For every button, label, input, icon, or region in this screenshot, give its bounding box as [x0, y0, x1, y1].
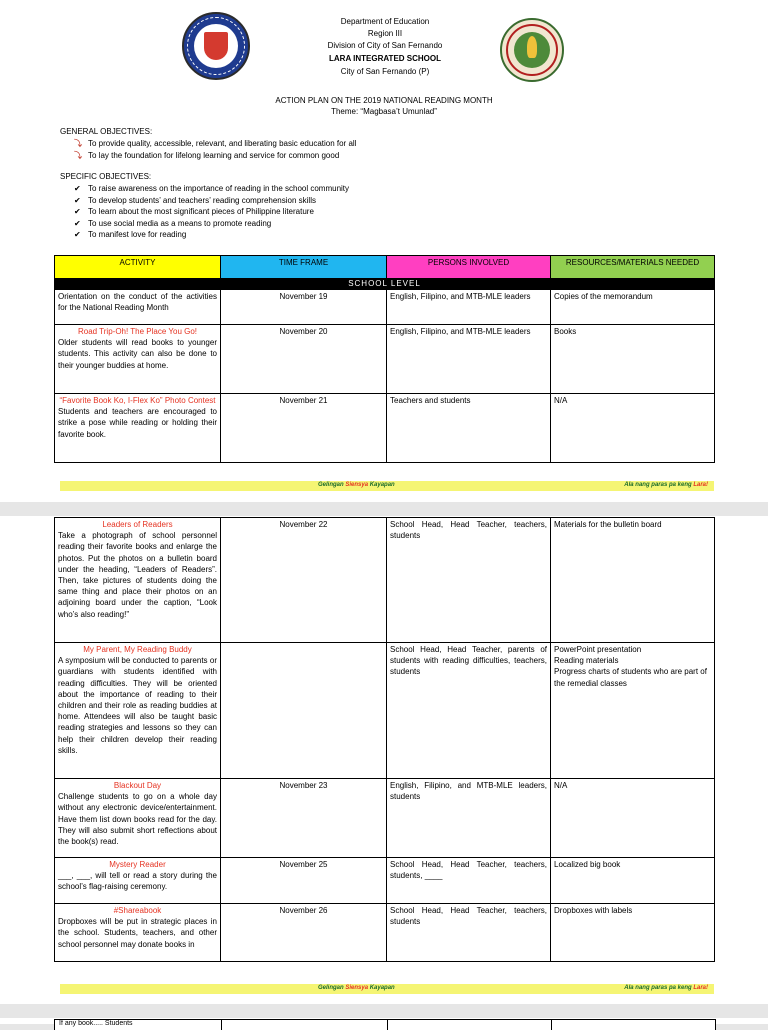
persons-cell: English, Filipino, and MTB-MLE leaders: [387, 325, 551, 394]
activity-cell: Blackout Day Challenge students to go on a whole day without any electronic device/entertainment. Have them list down books read for the day. They will also submit short reflections about the book(s) read.: [55, 779, 221, 858]
specific-objective-item: ✔ To manifest love for reading: [74, 230, 187, 239]
activity-title: Blackout Day: [113, 781, 162, 790]
time-frame-cell: [221, 643, 387, 779]
school-level-band: SCHOOL LEVEL: [55, 279, 715, 290]
partial-activity-text: If any book..... Students: [59, 1020, 133, 1027]
time-frame-cell: November 25: [221, 858, 387, 904]
persons-cell: School Head, Head Teacher, teachers, students, ____: [387, 858, 551, 904]
header-school-name: LARA INTEGRATED SCHOOL: [329, 54, 441, 63]
footer-slogan-left: Gelingan Siensya Kayapan: [318, 985, 395, 991]
page-gap: [0, 502, 768, 516]
table-row: [55, 394, 715, 463]
deped-seal-logo: [182, 12, 250, 80]
specific-objectives-heading: SPECIFIC OBJECTIVES:: [60, 172, 152, 181]
header-department: Department of Education: [340, 17, 430, 26]
document-theme: Theme: “Magbasa’t Umunlad”: [331, 107, 437, 116]
check-icon: ✔: [74, 219, 81, 228]
activity-title: My Parent, My Reading Buddy: [83, 645, 192, 654]
arrow-bullet-icon: ⤵: [74, 139, 82, 148]
activity-cell: Road Trip-Oh! The Place You Go! Older students will read books to younger students. This activity can also be done to their younger buddies at home.: [55, 325, 221, 394]
document-title: ACTION PLAN ON THE 2019 NATIONAL READING MONTH: [275, 96, 493, 105]
resources-cell: Localized big book: [551, 858, 715, 904]
check-icon: ✔: [74, 184, 81, 193]
page-gap: [0, 1004, 768, 1018]
persons-cell: Teachers and students: [387, 394, 551, 463]
header-city: City of San Fernando (P): [340, 67, 430, 76]
time-frame-cell: November 19: [221, 290, 387, 325]
activity-cell: Leaders of Readers Take a photograph of school personnel reading their favorite books and enlarge the photos. Put the photos on a bulletin board under the heading, “Leaders of Readers”. Then, take pictures of students doing the same thing and place their photos on an adjoining board under the caption, “Look who’s also reading!”: [55, 518, 221, 643]
table-row: [55, 858, 715, 904]
time-frame-cell: November 21: [221, 394, 387, 463]
activity-title: Mystery Reader: [109, 860, 166, 869]
persons-cell: English, Filipino, and MTB-MLE leaders: [387, 290, 551, 325]
resources-cell: N/A: [551, 779, 715, 858]
header-activity: ACTIVITY: [55, 256, 221, 279]
table-row: [55, 779, 715, 858]
resources-cell: PowerPoint presentation Reading materials Progress charts of students who are part of the remedial classes: [551, 643, 715, 779]
check-icon: ✔: [74, 207, 81, 216]
general-objectives-heading: GENERAL OBJECTIVES:: [60, 127, 153, 136]
school-seal-logo: [500, 18, 564, 82]
specific-objective-item: ✔ To use social media as a means to promote reading: [74, 219, 272, 228]
footer-slogan-right: Ala nang paras pa keng Lara!: [624, 985, 708, 991]
check-icon: ✔: [74, 230, 81, 239]
page-footer: [60, 481, 714, 491]
page-footer: [60, 984, 714, 994]
activity-title: Road Trip-Oh! The Place You Go!: [77, 327, 198, 336]
footer-slogan-right: Ala nang paras pa keng Lara!: [624, 482, 708, 488]
header-persons-involved: PERSONS INVOLVED: [387, 256, 551, 279]
check-icon: ✔: [74, 196, 81, 205]
specific-objective-item: ✔ To raise awareness on the importance of reading in the school community: [74, 184, 350, 193]
resources-cell: Copies of the memorandum: [551, 290, 715, 325]
time-frame-cell: November 22: [221, 518, 387, 643]
action-plan-table-2: [54, 517, 715, 962]
resources-cell: N/A: [551, 394, 715, 463]
table-row: [55, 325, 715, 394]
table-row: [55, 290, 715, 325]
general-objective-item: ⤵ To provide quality, accessible, relevant, and liberating basic education for all: [74, 139, 357, 148]
time-frame-cell: November 23: [221, 779, 387, 858]
action-plan-table-1: [54, 255, 715, 463]
activity-title: “Favorite Book Ko, I-Flex Ko” Photo Contest: [59, 396, 216, 405]
activity-cell: Orientation on the conduct of the activities for the National Reading Month: [55, 290, 221, 325]
activity-cell: Mystery Reader ___, ___, will tell or read a story during the school’s flag-raising ceremony.: [55, 858, 221, 904]
arrow-bullet-icon: ⤵: [74, 151, 82, 160]
activity-cell: #Shareabook Dropboxes will be put in strategic places in the school. Students, teachers, and other school personnel may donate books in: [55, 904, 221, 962]
persons-cell: English, Filipino, and MTB-MLE leaders, students: [387, 779, 551, 858]
resources-cell: Books: [551, 325, 715, 394]
next-page-table-top: [54, 1019, 716, 1030]
header-time-frame: TIME FRAME: [221, 256, 387, 279]
time-frame-cell: November 20: [221, 325, 387, 394]
activity-title: #Shareabook: [113, 906, 162, 915]
persons-cell: School Head, Head Teacher, teachers, students: [387, 518, 551, 643]
footer-slogan-left: Gelingan Siensya Kayapan: [318, 482, 395, 488]
time-frame-cell: November 26: [221, 904, 387, 962]
table-row: [55, 518, 715, 643]
table-row: [55, 643, 715, 779]
table-row: [55, 904, 715, 962]
specific-objective-item: ✔ To learn about the most significant pieces of Philippine literature: [74, 207, 314, 216]
persons-cell: School Head, Head Teacher, parents of students with reading difficulties, teachers, students: [387, 643, 551, 779]
persons-cell: School Head, Head Teacher, teachers, students: [387, 904, 551, 962]
activity-cell: My Parent, My Reading Buddy A symposium will be conducted to parents or guardians with students identified with reading difficulties. They will be oriented about the importance of reading to their children and their role as reading buddies at home. Attendees will also be taught basic reading strategies and lessons so they can help their children develop their reading skills.: [55, 643, 221, 779]
header-region: Region III: [367, 29, 403, 38]
resources-cell: Dropboxes with labels: [551, 904, 715, 962]
activity-cell: “Favorite Book Ko, I-Flex Ko” Photo Contest Students and teachers are encouraged to strike a pose while reading or holding their favorite book.: [55, 394, 221, 463]
activity-title: Leaders of Readers: [102, 520, 173, 529]
resources-cell: Materials for the bulletin board: [551, 518, 715, 643]
header-division: Division of City of San Fernando: [327, 41, 443, 50]
specific-objective-item: ✔ To develop students’ and teachers’ reading comprehension skills: [74, 196, 316, 205]
general-objective-item: ⤵ To lay the foundation for lifelong learning and service for common good: [74, 151, 340, 160]
header-resources: RESOURCES/MATERIALS NEEDED: [551, 256, 715, 279]
